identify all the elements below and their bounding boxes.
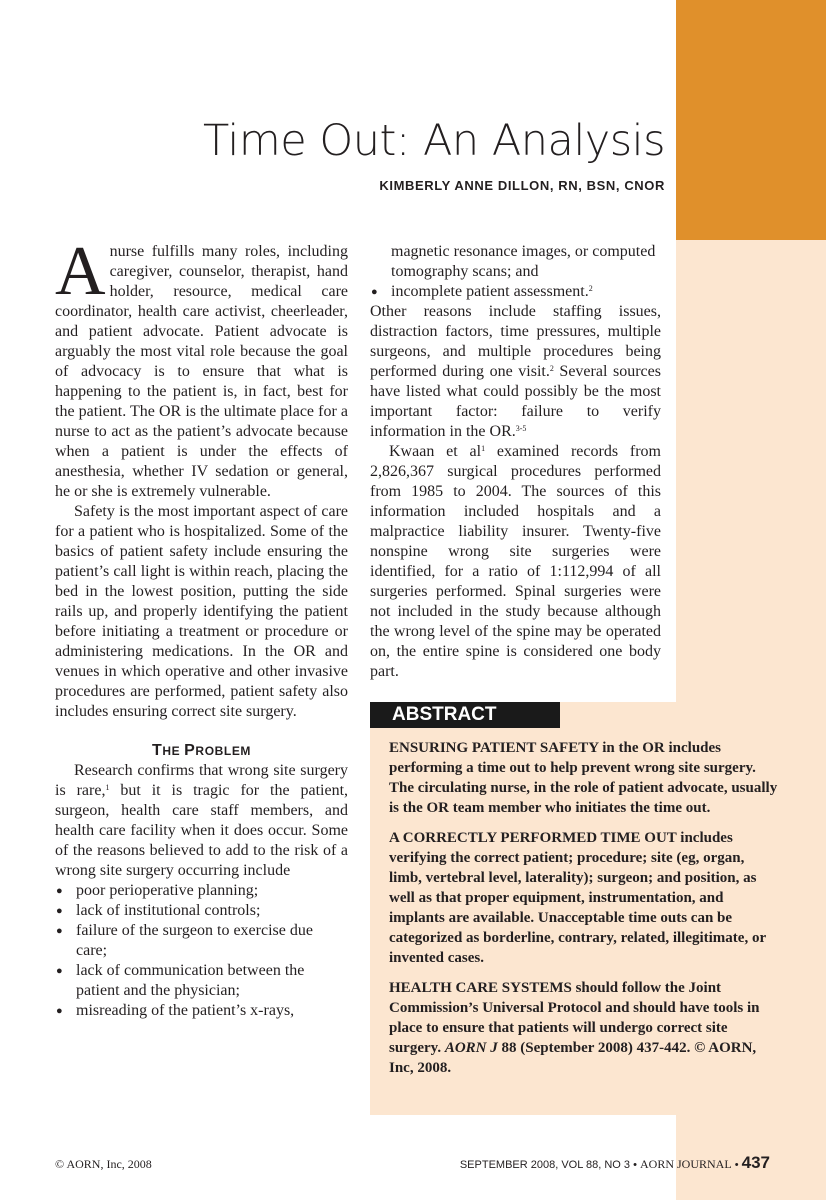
abstract-paragraph: ENSURING PATIENT SAFETY in the OR includes performing a time out to help prevent wrong site surgery. The circulating nurse, in the role of patient advocate, usually is the OR team member who initiates the time out. [389,740,778,816]
list-item [370,282,661,302]
citation-ref: 2 [588,284,593,293]
sidebar-accent-dark [676,0,826,240]
footer-separator: • [630,1159,640,1171]
article-title: Time Out: An Analysis [202,116,665,166]
intro-text: nurse fulfills many roles, including caregiver, counselor, therapist, hand holder, resource, medical care coordinator, health care activist, cheerleader, and patient advocate. Patient advocate is arguably the most vital role because the goal of advocacy is to ensure that what is happening to the patient is, in fact, best for the patient. The OR is the ultimate place for a nurse to act as the patient’s advocate because when a patient is under the effects of anesthesia, whether IV sedation or general, he or she is extremely vulnerable. [55,243,348,500]
abstract-paragraph: A CORRECTLY PERFORMED TIME OUT includes verifying the correct patient; procedure; site (eg, organ, limb, vertebral level, laterality); surgeon; and position, as well as that proper equipment, instrumentation, and implants are available. Unacceptable time outs can be categorized as borderline, contrary, related, illegitimate, or invented cases. [389,830,766,966]
list-item: ● lack of communication between the patient and the physician; [55,961,348,1001]
section-heading-problem: THE PROBLEM [151,742,252,759]
page-number: 437 [741,1153,770,1172]
list-item-continued: magnetic resonance images, or computed tomography scans; and [391,243,656,280]
research-text-b: but it is tragic for the patient, surgeon, health care staff members, and health care facility when it does occur. Some of the reasons believed to add to the risk of a wrong site surgery occurring include [55,782,349,879]
citation-ref: 1 [481,444,486,453]
article-author: KIMBERLY ANNE DILLON, RN, BSN, CNOR [379,178,665,193]
list-item-text: incomplete patient assessment. [391,283,589,300]
citation-ref: 3-5 [515,424,527,433]
abstract-label: ABSTRACT [370,702,560,728]
other-text-a: Other reasons include staffing issues, distraction factors, time pressures, multiple surgeons, and multiple procedures being performed during one visit. [370,303,661,380]
kwaan-text-b: examined records from 2,826,367 surgical procedures performed from 1985 to 2004. The sources of this information included hospitals and a malpractice liability insurer. Twenty-five nonspine wrong site surgeries were identified, for a ratio of 1:112,994 of all surgeries performed. Spinal surgeries were not included in the study because although the wrong level of the spine may be operated on, the entire spine is considered one body part. [370,443,661,680]
footer-issue: SEPTEMBER 2008, VOL 88, NO 3 [459,1159,631,1171]
list-item: ● misreading of the patient’s x-rays, [55,1001,348,1021]
drop-cap: A [55,233,106,310]
list-item: ● poor perioperative planning; [55,881,348,901]
journal-abbrev: AORN J [444,1040,498,1056]
research-paragraph [55,761,348,881]
footer-separator: • [731,1159,742,1171]
list-item: ● failure of the surgeon to exercise due care; [55,921,348,961]
risk-factor-list-continued [370,242,661,302]
citation-ref: 1 [105,783,110,792]
risk-factor-list [55,881,348,1021]
research-text-a: Research confirms that wrong site surgery is rare, [55,762,348,799]
abstract-text [389,738,779,1088]
kwaan-text-a: Kwaan et al [389,443,482,460]
kwaan-paragraph [370,442,661,682]
footer-journal: AORN JOURNAL [639,1157,732,1171]
body-column-right [370,242,661,682]
citation-ref: 2 [549,364,554,373]
body-column-left [55,233,349,1021]
intro-paragraph [55,233,348,502]
safety-paragraph: Safety is the most important aspect of care for a patient who is hospitalized. Some of the basics of patient safety include ensuring the patient’s call light is within reach, placing the bed in the lowest position, putting the side rails up, and properly identifying the patient before initiating a treatment or procedure or administering medications. In the OR and venues in which operative and other invasive procedures are performed, patient safety also includes ensuring correct site surgery. [55,503,348,720]
abstract-text-b: 88 (September 2008) 437-442. © AORN, Inc, 2008. [389,1040,757,1076]
other-reasons-paragraph [370,302,661,442]
footer-copyright: © AORN, Inc, 2008 [55,1157,152,1171]
other-text-b: Several sources have listed what could possibly be the most important factor: failure to verify information in the OR. [370,363,661,440]
list-item: ● lack of institutional controls; [55,901,348,921]
abstract-paragraph [389,978,779,1078]
abstract-text-a: HEALTH CARE SYSTEMS should follow the Joint Commission’s Universal Protocol and should have tools in place to ensure that patients will undergo correct site surgery. [389,980,760,1056]
footer-issue-info [380,1153,770,1173]
